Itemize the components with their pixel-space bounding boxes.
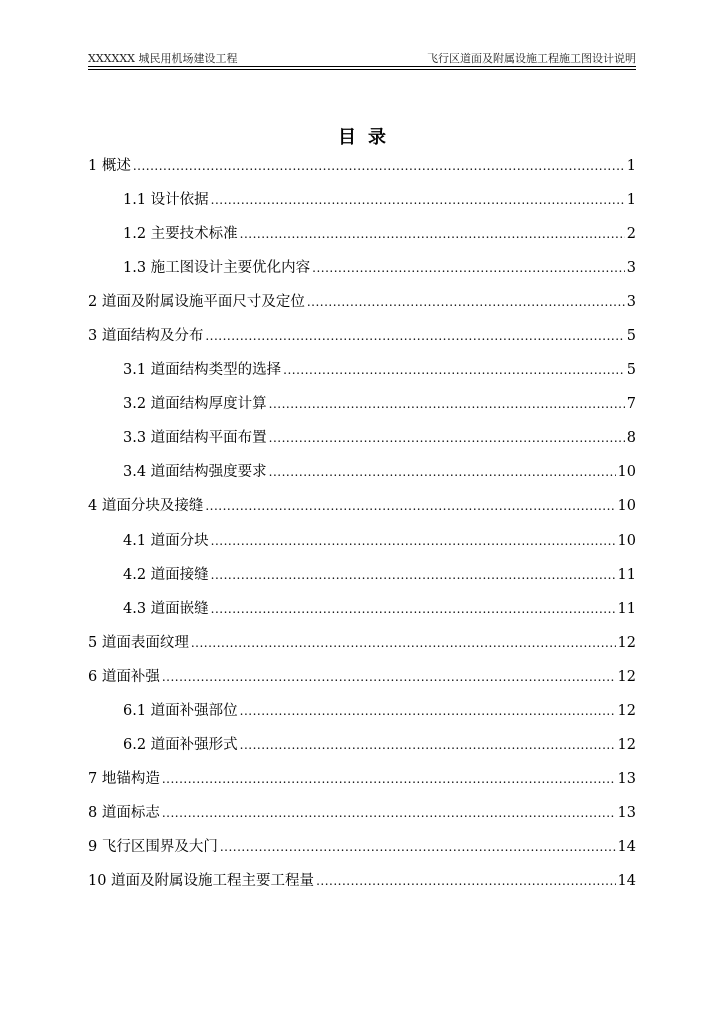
toc-entry[interactable] <box>88 631 636 665</box>
toc-entry[interactable] <box>88 154 636 188</box>
toc-entry-label: 3.3 道面结构平面布置 <box>123 430 267 447</box>
toc-entry-label: 10 道面及附属设施工程主要工程量 <box>88 872 315 889</box>
toc-entry-page-number: 3 <box>626 294 636 311</box>
toc-entry-page-number: 8 <box>626 430 636 447</box>
toc-dot-leader <box>269 426 625 450</box>
toc-entry-page-number: 14 <box>617 872 636 889</box>
toc-dot-leader <box>316 869 615 893</box>
toc-entry-label: 1.1 设计依据 <box>123 192 209 209</box>
toc-entry-page-number: 12 <box>617 668 636 685</box>
toc-entry-label: 2 道面及附属设施平面尺寸及定位 <box>88 294 305 311</box>
toc-entry-page-number: 13 <box>617 804 636 821</box>
toc-entry-label: 5 道面表面纹理 <box>88 634 189 651</box>
toc-dot-leader <box>269 392 625 416</box>
toc-entry-label: 3.4 道面结构强度要求 <box>123 464 267 481</box>
toc-entry-page-number: 11 <box>617 600 636 617</box>
toc-entry-page-number: 10 <box>617 532 636 549</box>
toc-dot-leader <box>283 358 625 382</box>
toc-entry-label: 3 道面结构及分布 <box>88 328 204 345</box>
toc-entry-label: 1.3 施工图设计主要优化内容 <box>123 260 311 277</box>
toc-entry[interactable] <box>88 426 636 460</box>
toc-entry-label: 3.2 道面结构厚度计算 <box>123 396 267 413</box>
toc-entry-page-number: 5 <box>626 328 636 345</box>
toc-dot-leader <box>307 290 625 314</box>
toc-entry[interactable] <box>88 665 636 699</box>
header-project-name: XXXXXX 城民用机场建设工程 <box>88 52 238 65</box>
toc-entry-label: 6.2 道面补强形式 <box>123 736 238 753</box>
toc-entry-page-number: 12 <box>617 702 636 719</box>
toc-entry-label: 7 地锚构造 <box>88 770 160 787</box>
toc-entry[interactable] <box>88 699 636 733</box>
toc-entry-label: 4.3 道面嵌缝 <box>123 600 209 617</box>
toc-entry[interactable] <box>88 597 636 631</box>
toc-entry-label: 9 飞行区围界及大门 <box>88 838 218 855</box>
toc-entry[interactable] <box>88 733 636 767</box>
table-of-contents <box>88 154 636 903</box>
toc-dot-leader <box>162 665 616 689</box>
toc-entry-label: 4 道面分块及接缝 <box>88 498 204 515</box>
toc-entry-page-number: 1 <box>626 158 636 174</box>
page-header <box>88 50 636 66</box>
toc-entry[interactable] <box>88 256 636 290</box>
toc-dot-leader <box>211 188 625 212</box>
toc-entry-label: 4.1 道面分块 <box>123 532 209 549</box>
toc-dot-leader <box>240 733 616 757</box>
toc-entry[interactable] <box>88 801 636 835</box>
toc-entry-label: 6.1 道面补强部位 <box>123 702 238 719</box>
toc-dot-leader <box>240 222 625 246</box>
toc-entry-page-number: 2 <box>626 226 636 243</box>
toc-entry-page-number: 13 <box>617 770 636 787</box>
toc-dot-leader <box>220 835 616 859</box>
toc-entry[interactable] <box>88 392 636 426</box>
toc-entry-label: 3.1 道面结构类型的选择 <box>123 362 282 379</box>
toc-entry[interactable] <box>88 358 636 392</box>
toc-dot-leader <box>211 529 616 553</box>
toc-dot-leader <box>211 563 616 587</box>
toc-entry[interactable] <box>88 869 636 903</box>
toc-entry-label: 1.2 主要技术标准 <box>123 226 238 243</box>
header-rule-thin <box>88 69 636 70</box>
toc-dot-leader <box>162 767 616 791</box>
toc-entry-page-number: 10 <box>617 498 636 515</box>
header-document-name: 飞行区道面及附属设施工程施工图设计说明 <box>427 52 636 65</box>
toc-entry-page-number: 11 <box>617 566 636 583</box>
toc-entry-label: 6 道面补强 <box>88 668 160 685</box>
toc-entry-page-number: 5 <box>626 362 636 379</box>
toc-entry[interactable] <box>88 222 636 256</box>
toc-dot-leader <box>240 699 616 723</box>
toc-entry[interactable] <box>88 767 636 801</box>
toc-dot-leader <box>191 631 616 655</box>
toc-title: 目录 <box>338 127 398 148</box>
toc-entry[interactable] <box>88 494 636 528</box>
toc-entry-label: 4.2 道面接缝 <box>123 566 209 583</box>
toc-entry[interactable] <box>88 188 636 222</box>
toc-dot-leader <box>312 256 625 280</box>
toc-entry[interactable] <box>88 835 636 869</box>
toc-entry-page-number: 3 <box>626 260 636 277</box>
toc-dot-leader <box>269 460 616 484</box>
toc-dot-leader <box>205 494 615 518</box>
toc-entry-page-number: 1 <box>626 192 636 209</box>
toc-entry-page-number: 12 <box>617 736 636 753</box>
toc-dot-leader <box>205 324 624 348</box>
toc-entry-page-number: 12 <box>617 634 636 651</box>
toc-entry[interactable] <box>88 460 636 494</box>
toc-entry[interactable] <box>88 563 636 597</box>
toc-entry[interactable] <box>88 529 636 563</box>
toc-entry-page-number: 14 <box>617 838 636 855</box>
toc-dot-leader <box>211 597 616 621</box>
toc-entry-label: 1 概述 <box>88 158 131 174</box>
toc-dot-leader <box>162 801 616 825</box>
toc-entry[interactable] <box>88 324 636 358</box>
toc-entry[interactable] <box>88 290 636 324</box>
header-rule-thick <box>88 66 636 67</box>
toc-dot-leader <box>133 154 625 178</box>
toc-entry-page-number: 10 <box>617 464 636 481</box>
toc-entry-label: 8 道面标志 <box>88 804 160 821</box>
toc-entry-page-number: 7 <box>626 396 636 413</box>
